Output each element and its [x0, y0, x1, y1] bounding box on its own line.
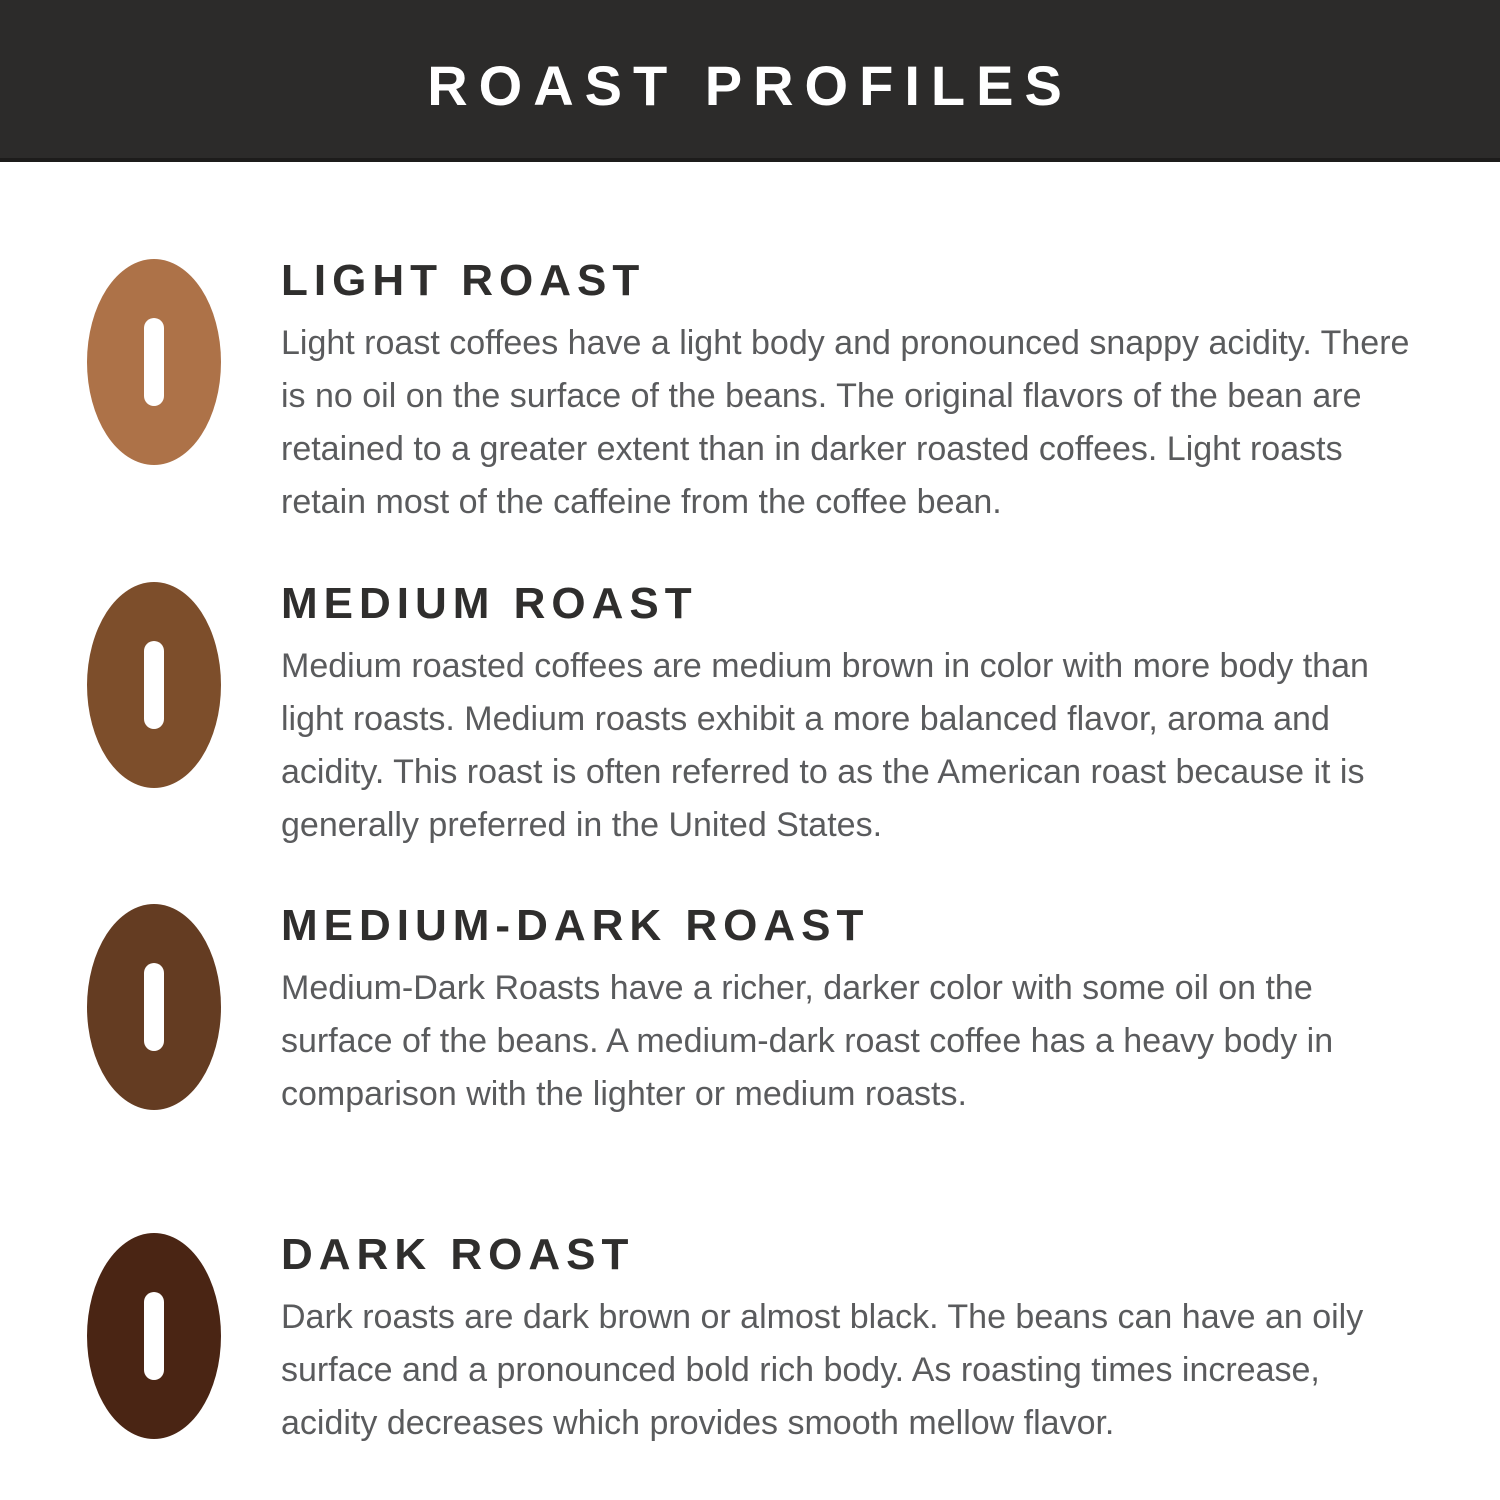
roast-description-light: Light roast coffees have a light body and pronounced snappy acidity. There is no oil on the surface of the beans. The original flavors of the bean are retained to a greater extent than in darker roasted coffees. Light roasts retain most of the caffeine from the coffee bean. — [281, 324, 1410, 521]
header-bar — [0, 0, 1500, 162]
section-content — [281, 902, 1416, 1121]
roast-description-medium: Medium roasted coffees are medium brown in color with more body than light roasts. Medium roasts exhibit a more balanced flavor, aroma and acidity. This roast is often referred to as the American roast because it is generally preferred in the United States. — [281, 647, 1369, 844]
roast-heading-medium: MEDIUM ROAST — [281, 579, 698, 628]
coffee-bean-icon — [87, 1233, 221, 1439]
section-light-roast — [87, 257, 1416, 529]
roast-heading-medium-dark: MEDIUM-DARK ROAST — [281, 901, 870, 950]
coffee-bean-icon — [87, 582, 221, 788]
bean-crease — [144, 318, 164, 406]
bean-crease — [144, 641, 164, 729]
roast-heading-light: LIGHT ROAST — [281, 256, 646, 305]
section-dark-roast — [87, 1231, 1416, 1450]
coffee-bean-icon — [87, 904, 221, 1110]
roast-description-dark: Dark roasts are dark brown or almost black. The beans can have an oily surface and a pronounced bold rich body. As roasting times increase, acidity decreases which provides smooth mellow flavor. — [281, 1298, 1364, 1442]
section-medium-dark-roast — [87, 902, 1416, 1121]
bean-crease — [144, 1292, 164, 1380]
bean-crease — [144, 963, 164, 1051]
coffee-bean-icon — [87, 259, 221, 465]
section-medium-roast — [87, 580, 1416, 852]
roast-profiles-list — [0, 162, 1500, 1450]
roast-description-medium-dark: Medium-Dark Roasts have a richer, darker color with some oil on the surface of the beans. A medium-dark roast coffee has a heavy body in comparison with the lighter or medium roasts. — [281, 969, 1334, 1113]
page-title: ROAST PROFILES — [427, 54, 1073, 117]
section-content — [281, 257, 1416, 529]
section-content — [281, 580, 1416, 852]
roast-heading-dark: DARK ROAST — [281, 1230, 635, 1279]
section-content — [281, 1231, 1416, 1450]
